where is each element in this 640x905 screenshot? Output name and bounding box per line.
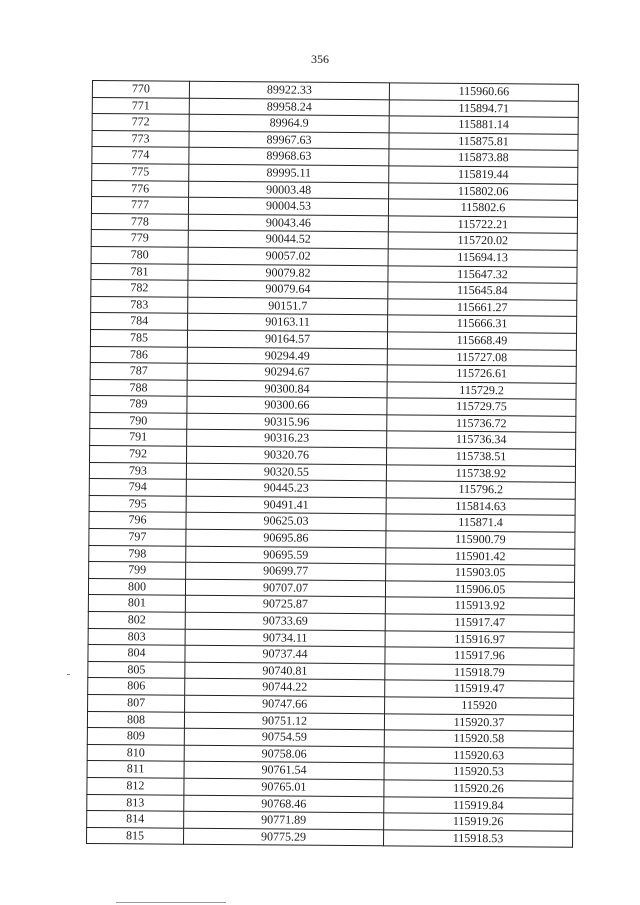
x-coordinate-cell: 90044.52 (188, 231, 388, 249)
y-coordinate-cell: 115729.75 (387, 398, 576, 416)
y-coordinate-cell: 115727.08 (387, 348, 576, 366)
point-number-cell: 812 (87, 777, 184, 794)
y-coordinate-cell: 115960.66 (389, 83, 578, 101)
coordinate-table (86, 80, 579, 848)
y-coordinate-cell: 115916.97 (385, 630, 574, 648)
coordinate-table-body (87, 81, 579, 848)
x-coordinate-cell: 90775.29 (183, 828, 383, 846)
y-coordinate-cell: 115738.92 (386, 464, 575, 482)
y-coordinate-cell: 115881.14 (389, 116, 578, 134)
point-number-cell: 783 (91, 296, 188, 313)
x-coordinate-cell: 90004.53 (188, 197, 388, 215)
x-coordinate-cell: 90315.96 (187, 413, 387, 431)
y-coordinate-cell: 115917.96 (385, 647, 574, 665)
x-coordinate-cell: 90733.69 (185, 612, 385, 630)
y-coordinate-cell: 115920.63 (384, 747, 573, 765)
y-coordinate-cell: 115647.32 (388, 265, 577, 283)
point-number-cell: 770 (92, 81, 189, 98)
x-coordinate-cell: 90758.06 (184, 745, 384, 763)
x-coordinate-cell: 90625.03 (186, 513, 386, 531)
scan-artifact-mark (67, 674, 70, 675)
x-coordinate-cell: 90320.55 (186, 463, 386, 481)
x-coordinate-cell: 89964.9 (189, 114, 389, 132)
x-coordinate-cell: 90003.48 (189, 181, 389, 199)
x-coordinate-cell: 90300.84 (187, 380, 387, 398)
y-coordinate-cell: 115919.26 (384, 813, 573, 831)
y-coordinate-cell: 115668.49 (387, 332, 576, 350)
x-coordinate-cell: 90761.54 (184, 762, 384, 780)
x-coordinate-cell: 90057.02 (188, 247, 388, 265)
y-coordinate-cell: 115918.79 (385, 664, 574, 682)
x-coordinate-cell: 90316.23 (187, 430, 387, 448)
point-number-cell: 784 (91, 313, 188, 330)
x-coordinate-cell: 90725.87 (185, 596, 385, 614)
y-coordinate-cell: 115903.05 (386, 564, 575, 582)
point-number-cell: 781 (91, 263, 188, 280)
point-number-cell: 800 (88, 578, 185, 595)
point-number-cell: 790 (90, 412, 187, 429)
y-coordinate-cell: 115873.88 (389, 149, 578, 167)
x-coordinate-cell: 89995.11 (189, 164, 389, 182)
x-coordinate-cell: 90163.11 (188, 314, 388, 332)
point-number-cell: 788 (90, 379, 187, 396)
y-coordinate-cell: 115666.31 (388, 315, 577, 333)
y-coordinate-cell: 115814.63 (386, 498, 575, 516)
point-number-cell: 798 (89, 545, 186, 562)
point-number-cell: 796 (89, 512, 186, 529)
point-number-cell: 803 (88, 628, 185, 645)
x-coordinate-cell: 89968.63 (189, 148, 389, 166)
x-coordinate-cell: 90751.12 (184, 712, 384, 730)
point-number-cell: 815 (87, 827, 184, 844)
y-coordinate-cell: 115819.44 (389, 166, 578, 184)
point-number-cell: 805 (88, 661, 185, 678)
y-coordinate-cell: 115920.53 (384, 763, 573, 781)
x-coordinate-cell: 90164.57 (187, 330, 387, 348)
point-number-cell: 773 (92, 130, 189, 147)
y-coordinate-cell: 115894.71 (389, 99, 578, 117)
x-coordinate-cell: 90151.7 (188, 297, 388, 315)
coordinate-table-container (86, 80, 578, 848)
point-number-cell: 775 (92, 163, 189, 180)
x-coordinate-cell: 90079.82 (188, 264, 388, 282)
y-coordinate-cell: 115875.81 (389, 133, 578, 151)
point-number-cell: 801 (88, 595, 185, 612)
point-number-cell: 778 (91, 213, 188, 230)
x-coordinate-cell: 90695.59 (186, 546, 386, 564)
point-number-cell: 806 (88, 678, 185, 695)
point-number-cell: 782 (91, 280, 188, 297)
point-number-cell: 792 (89, 446, 186, 463)
y-coordinate-cell: 115722.21 (388, 216, 577, 234)
x-coordinate-cell: 90320.76 (186, 446, 386, 464)
y-coordinate-cell: 115802.06 (389, 182, 578, 200)
x-coordinate-cell: 90294.67 (187, 363, 387, 381)
x-coordinate-cell: 90695.86 (186, 529, 386, 547)
x-coordinate-cell: 90771.89 (184, 811, 384, 829)
point-number-cell: 811 (87, 761, 184, 778)
y-coordinate-cell: 115645.84 (388, 282, 577, 300)
x-coordinate-cell: 90734.11 (185, 629, 385, 647)
x-coordinate-cell: 90754.59 (184, 728, 384, 746)
y-coordinate-cell: 115900.79 (386, 531, 575, 549)
point-number-cell: 810 (87, 744, 184, 761)
x-coordinate-cell: 89958.24 (189, 98, 389, 116)
point-number-cell: 787 (90, 363, 187, 380)
y-coordinate-cell: 115901.42 (386, 547, 575, 565)
point-number-cell: 804 (88, 645, 185, 662)
y-coordinate-cell: 115919.84 (384, 796, 573, 814)
y-coordinate-cell: 115736.34 (387, 431, 576, 449)
point-number-cell: 786 (90, 346, 187, 363)
y-coordinate-cell: 115796.2 (386, 481, 575, 499)
point-number-cell: 772 (92, 114, 189, 131)
point-number-cell: 779 (91, 230, 188, 247)
y-coordinate-cell: 115720.02 (388, 232, 577, 250)
y-coordinate-cell: 115738.51 (386, 448, 575, 466)
point-number-cell: 774 (92, 147, 189, 164)
x-coordinate-cell: 90737.44 (185, 645, 385, 663)
point-number-cell: 809 (87, 728, 184, 745)
point-number-cell: 791 (90, 429, 187, 446)
point-number-cell: 789 (90, 396, 187, 413)
x-coordinate-cell: 90294.49 (187, 347, 387, 365)
y-coordinate-cell: 115918.53 (383, 830, 572, 848)
x-coordinate-cell: 89922.33 (189, 81, 389, 99)
y-coordinate-cell: 115920.26 (384, 780, 573, 798)
point-number-cell: 797 (89, 529, 186, 546)
y-coordinate-cell: 115729.2 (387, 382, 576, 400)
x-coordinate-cell: 90699.77 (186, 562, 386, 580)
x-coordinate-cell: 90765.01 (184, 778, 384, 796)
x-coordinate-cell: 90079.64 (188, 280, 388, 298)
point-number-cell: 780 (91, 246, 188, 263)
x-coordinate-cell: 90740.81 (185, 662, 385, 680)
y-coordinate-cell: 115736.72 (387, 415, 576, 433)
y-coordinate-cell: 115661.27 (388, 299, 577, 317)
y-coordinate-cell: 115919.47 (385, 680, 574, 698)
y-coordinate-cell: 115920.37 (384, 713, 573, 731)
x-coordinate-cell: 90043.46 (188, 214, 388, 232)
x-coordinate-cell: 90491.41 (186, 496, 386, 514)
page-number: 356 (311, 52, 329, 66)
point-number-cell: 802 (88, 611, 185, 628)
point-number-cell: 785 (90, 329, 187, 346)
x-coordinate-cell: 90300.66 (187, 397, 387, 415)
y-coordinate-cell: 115802.6 (388, 199, 577, 217)
y-coordinate-cell: 115917.47 (385, 614, 574, 632)
point-number-cell: 777 (91, 197, 188, 214)
point-number-cell: 813 (87, 794, 184, 811)
y-coordinate-cell: 115726.61 (387, 365, 576, 383)
point-number-cell: 771 (92, 97, 189, 114)
scan-artifact-line (116, 902, 226, 903)
point-number-cell: 814 (87, 811, 184, 828)
y-coordinate-cell: 115913.92 (385, 597, 574, 615)
x-coordinate-cell: 90707.07 (185, 579, 385, 597)
y-coordinate-cell: 115920.58 (384, 730, 573, 748)
point-number-cell: 776 (92, 180, 189, 197)
x-coordinate-cell: 90744.22 (185, 679, 385, 697)
y-coordinate-cell: 115920 (385, 697, 574, 715)
point-number-cell: 807 (88, 694, 185, 711)
y-coordinate-cell: 115871.4 (386, 514, 575, 532)
point-number-cell: 795 (89, 495, 186, 512)
x-coordinate-cell: 89967.63 (189, 131, 389, 149)
table-row (87, 827, 573, 847)
point-number-cell: 808 (87, 711, 184, 728)
x-coordinate-cell: 90445.23 (186, 480, 386, 498)
y-coordinate-cell: 115694.13 (388, 249, 577, 267)
point-number-cell: 793 (89, 462, 186, 479)
point-number-cell: 799 (89, 562, 186, 579)
x-coordinate-cell: 90747.66 (185, 695, 385, 713)
point-number-cell: 794 (89, 479, 186, 496)
x-coordinate-cell: 90768.46 (184, 795, 384, 813)
y-coordinate-cell: 115906.05 (385, 581, 574, 599)
